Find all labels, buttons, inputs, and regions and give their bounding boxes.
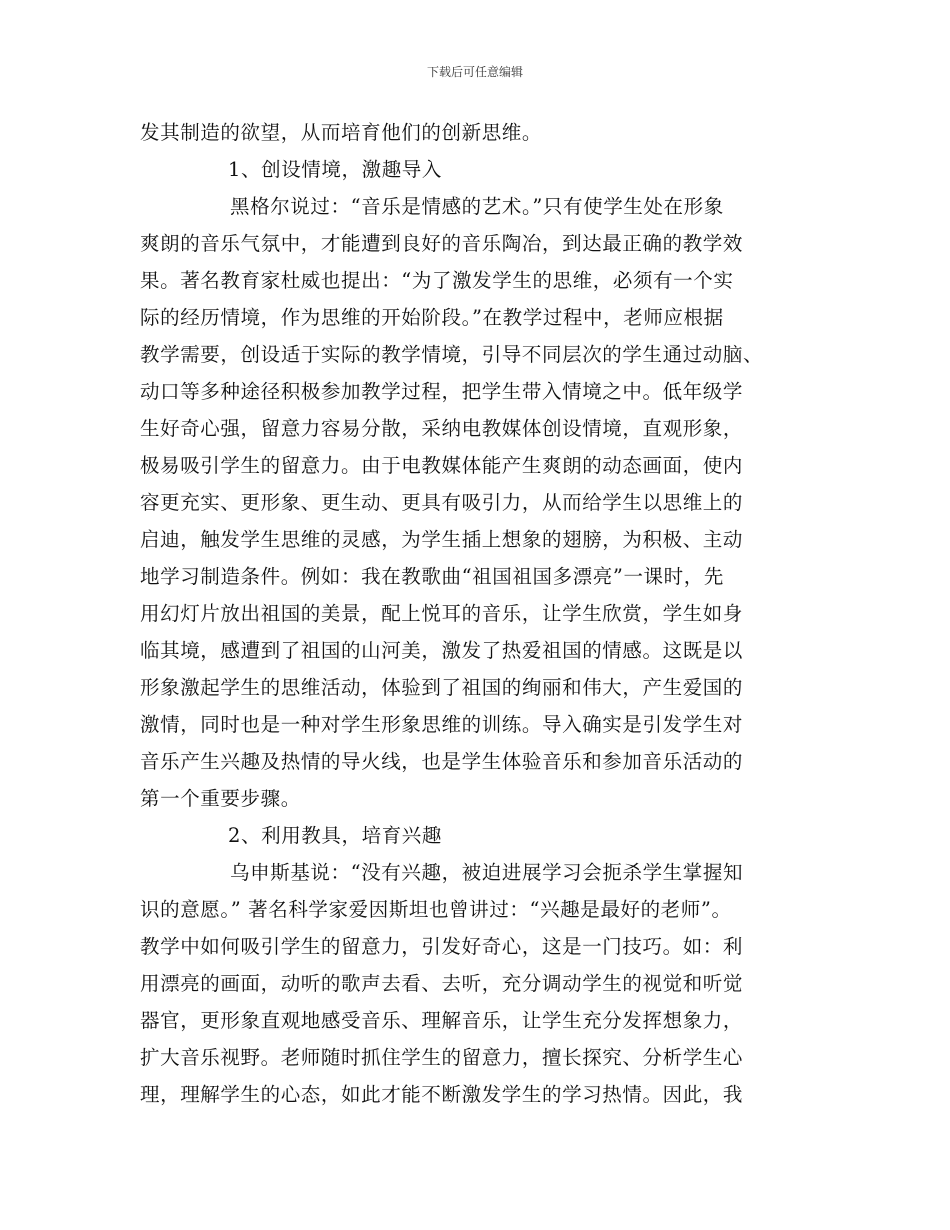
text-line: 教学需要，创设适于实际的教学情境，引导不同层次的学生通过动脑、 (140, 343, 764, 366)
text-line: 理，理解学生的心态，如此才能不断激发学生的学习热情。因此，我 (140, 1083, 744, 1106)
text-line: 音乐产生兴趣及热情的导火线，也是学生体验音乐和参加音乐活动的 (140, 750, 744, 773)
text-line: 识的意愿。” 著名科学家爱因斯坦也曾讲过：“兴趣是最好的老师”。 (140, 898, 732, 921)
text-line: 器官，更形象直观地感受音乐、理解音乐，让学生充分发挥想象力， (140, 1009, 744, 1032)
text-line: 乌申斯基说：“没有兴趣，被迫进展学习会扼杀学生掌握知 (230, 861, 744, 884)
text-line: 用幻灯片放出祖国的美景，配上悦耳的音乐，让学生欣赏，学生如身 (140, 602, 744, 625)
text-line: 生好奇心强，留意力容易分散，采纳电教媒体创设情境，直观形象， (140, 417, 744, 440)
text-line: 扩大音乐视野。老师随时抓住学生的留意力，擅长探究、分析学生心 (140, 1046, 744, 1069)
text-line: 用漂亮的画面，动听的歌声去看、去听，充分调动学生的视觉和听觉 (140, 972, 744, 995)
text-line: 临其境，感遭到了祖国的山河美，激发了热爱祖国的情感。这既是以 (140, 639, 744, 662)
text-line: 果。著名教育家杜威也提出：“为了激发学生的思维，必须有一个实 (140, 269, 734, 292)
text-line: 动口等多种途径积极参加教学过程，把学生带入情境之中。低年级学 (140, 380, 744, 403)
text-line: 第一个重要步骤。 (140, 787, 301, 810)
text-line: 际的经历情境，作为思维的开始阶段。”在教学过程中，老师应根据 (140, 306, 724, 329)
text-line: 极易吸引学生的留意力。由于电教媒体能产生爽朗的动态画面，使内 (140, 454, 744, 477)
text-line: 发其制造的欲望，从而培育他们的创新思维。 (140, 121, 543, 144)
section-heading: 1、创设情境，激趣导入 (228, 158, 443, 181)
text-line: 教学中如何吸引学生的留意力，引发好奇心，这是一门技巧。如：利 (140, 935, 744, 958)
page-header: 下载后可任意编辑 (426, 65, 523, 79)
text-line: 启迪，触发学生思维的灵感，为学生插上想象的翅膀，为积极、主动 (140, 528, 744, 551)
text-line: 激情，同时也是一种对学生形象思维的训练。导入确实是引发学生对 (140, 713, 744, 736)
body-text (140, 114, 812, 1113)
text-line: 爽朗的音乐气氛中，才能遭到良好的音乐陶冶，到达最正确的教学效 (140, 232, 744, 255)
text-line: 地学习制造条件。例如：我在教歌曲“祖国祖国多漂亮”一课时，先 (140, 565, 724, 588)
section-heading: 2、利用教具，培育兴趣 (228, 824, 443, 847)
text-line: 黑格尔说过：“音乐是情感的艺术。”只有使学生处在形象 (230, 195, 724, 218)
text-line: 形象激起学生的思维活动，体验到了祖国的绚丽和伟大，产生爱国的 (140, 676, 744, 699)
text-line: 容更充实、更形象、更生动、更具有吸引力，从而给学生以思维上的 (140, 491, 744, 514)
